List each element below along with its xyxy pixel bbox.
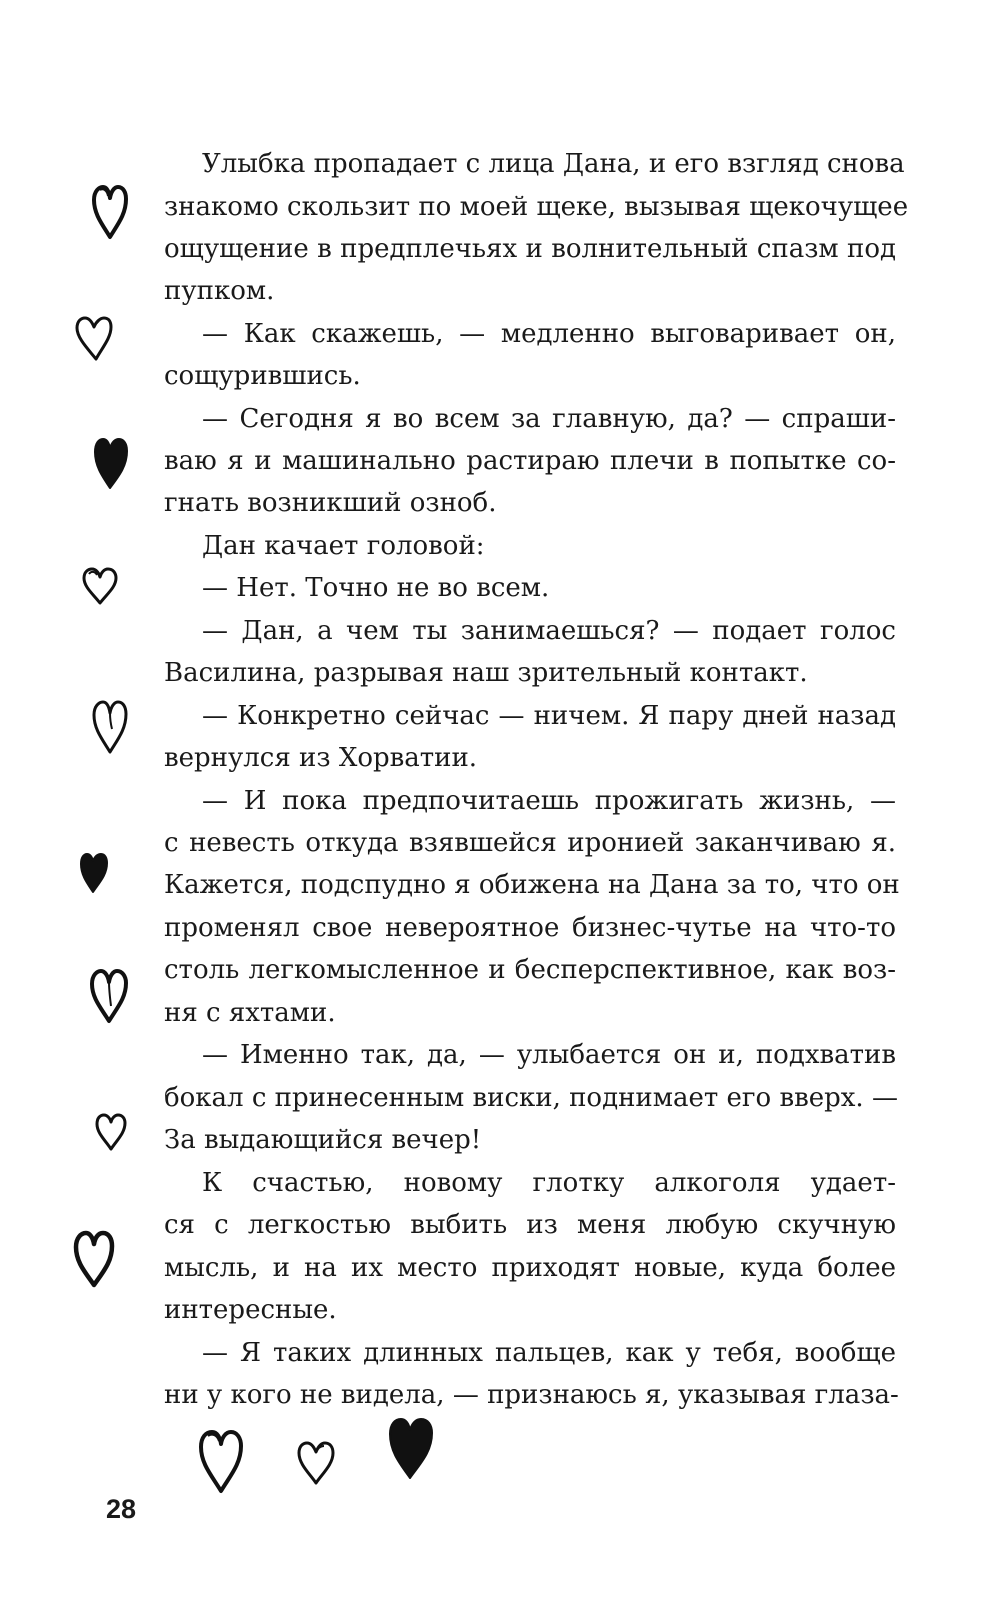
heart-outline-icon <box>196 1428 246 1494</box>
heart-filled-icon <box>92 436 130 490</box>
text-line: — Именно так, да, — улыбается он и, подхватив <box>202 1040 896 1070</box>
text-line: — Сегодня я во всем за главную, да? — спраши- <box>202 404 896 434</box>
heart-outline-icon <box>94 1112 128 1152</box>
text-line: Василина, разрывая наш зрительный контакт. <box>164 658 808 688</box>
text-line: вернулся из Хорватии. <box>164 743 478 773</box>
text-line: столь легкомысленное и бесперспективное, как воз- <box>164 955 896 985</box>
text-line: знакомо скользит по моей щеке, вызывая щекочущее <box>164 192 909 222</box>
text-line: ощущение в предплечьях и волнительный спазм под <box>164 234 896 264</box>
text-line: с невесть откуда взявшейся иронией заканчиваю я. <box>164 828 896 858</box>
text-line: — Нет. Точно не во всем. <box>202 573 550 603</box>
text-line: К счастью, новому глотку алкоголя удает- <box>202 1168 896 1198</box>
text-line: мысль, и на их место приходят новые, куда более <box>164 1253 896 1283</box>
text-line: — Как скажешь, — медленно выговаривает он, <box>202 319 896 349</box>
heart-filled-icon <box>386 1416 436 1480</box>
page-number: 28 <box>106 1494 137 1524</box>
heart-filled-icon <box>78 852 110 894</box>
text-line: пупком. <box>164 276 275 306</box>
heart-outline-icon <box>88 968 130 1024</box>
text-line: интересные. <box>164 1295 337 1325</box>
heart-outline-icon <box>296 1440 336 1486</box>
heart-outline-icon <box>74 316 114 362</box>
heart-outline-icon <box>72 1230 116 1288</box>
text-line: ваю я и машинально растираю плечи в попытке со- <box>164 446 896 476</box>
text-line: ся с легкостью выбить из меня любую скучную <box>164 1210 896 1240</box>
text-line: ня с яхтами. <box>164 998 336 1028</box>
text-line: Кажется, подспудно я обижена на Дана за то, что он <box>164 870 900 900</box>
text-line: — Конкретно сейчас — ничем. Я пару дней назад <box>202 701 896 731</box>
text-line: Дан качает головой: <box>202 531 485 561</box>
text-line: сощурившись. <box>164 361 361 391</box>
text-line: ни у кого не видела, — признаюсь я, указывая глаза- <box>164 1380 899 1410</box>
text-line: — Я таких длинных пальцев, как у тебя, вообще <box>202 1338 896 1368</box>
heart-outline-icon <box>80 566 120 606</box>
text-line: — Дан, а чем ты занимаешься? — подает голос <box>202 616 896 646</box>
text-line: променял свое невероятное бизнес-чутье на что-то <box>164 913 896 943</box>
text-line: — И пока предпочитаешь прожигать жизнь, — <box>202 786 896 816</box>
heart-outline-icon <box>90 184 130 240</box>
text-line: гнать возникший озноб. <box>164 488 497 518</box>
heart-outline-icon <box>90 699 130 755</box>
text-line: бокал с принесенным виски, поднимает его вверх. — <box>164 1083 898 1113</box>
text-line: Улыбка пропадает с лица Дана, и его взгляд снова <box>202 149 905 179</box>
text-line: За выдающийся вечер! <box>164 1125 482 1155</box>
